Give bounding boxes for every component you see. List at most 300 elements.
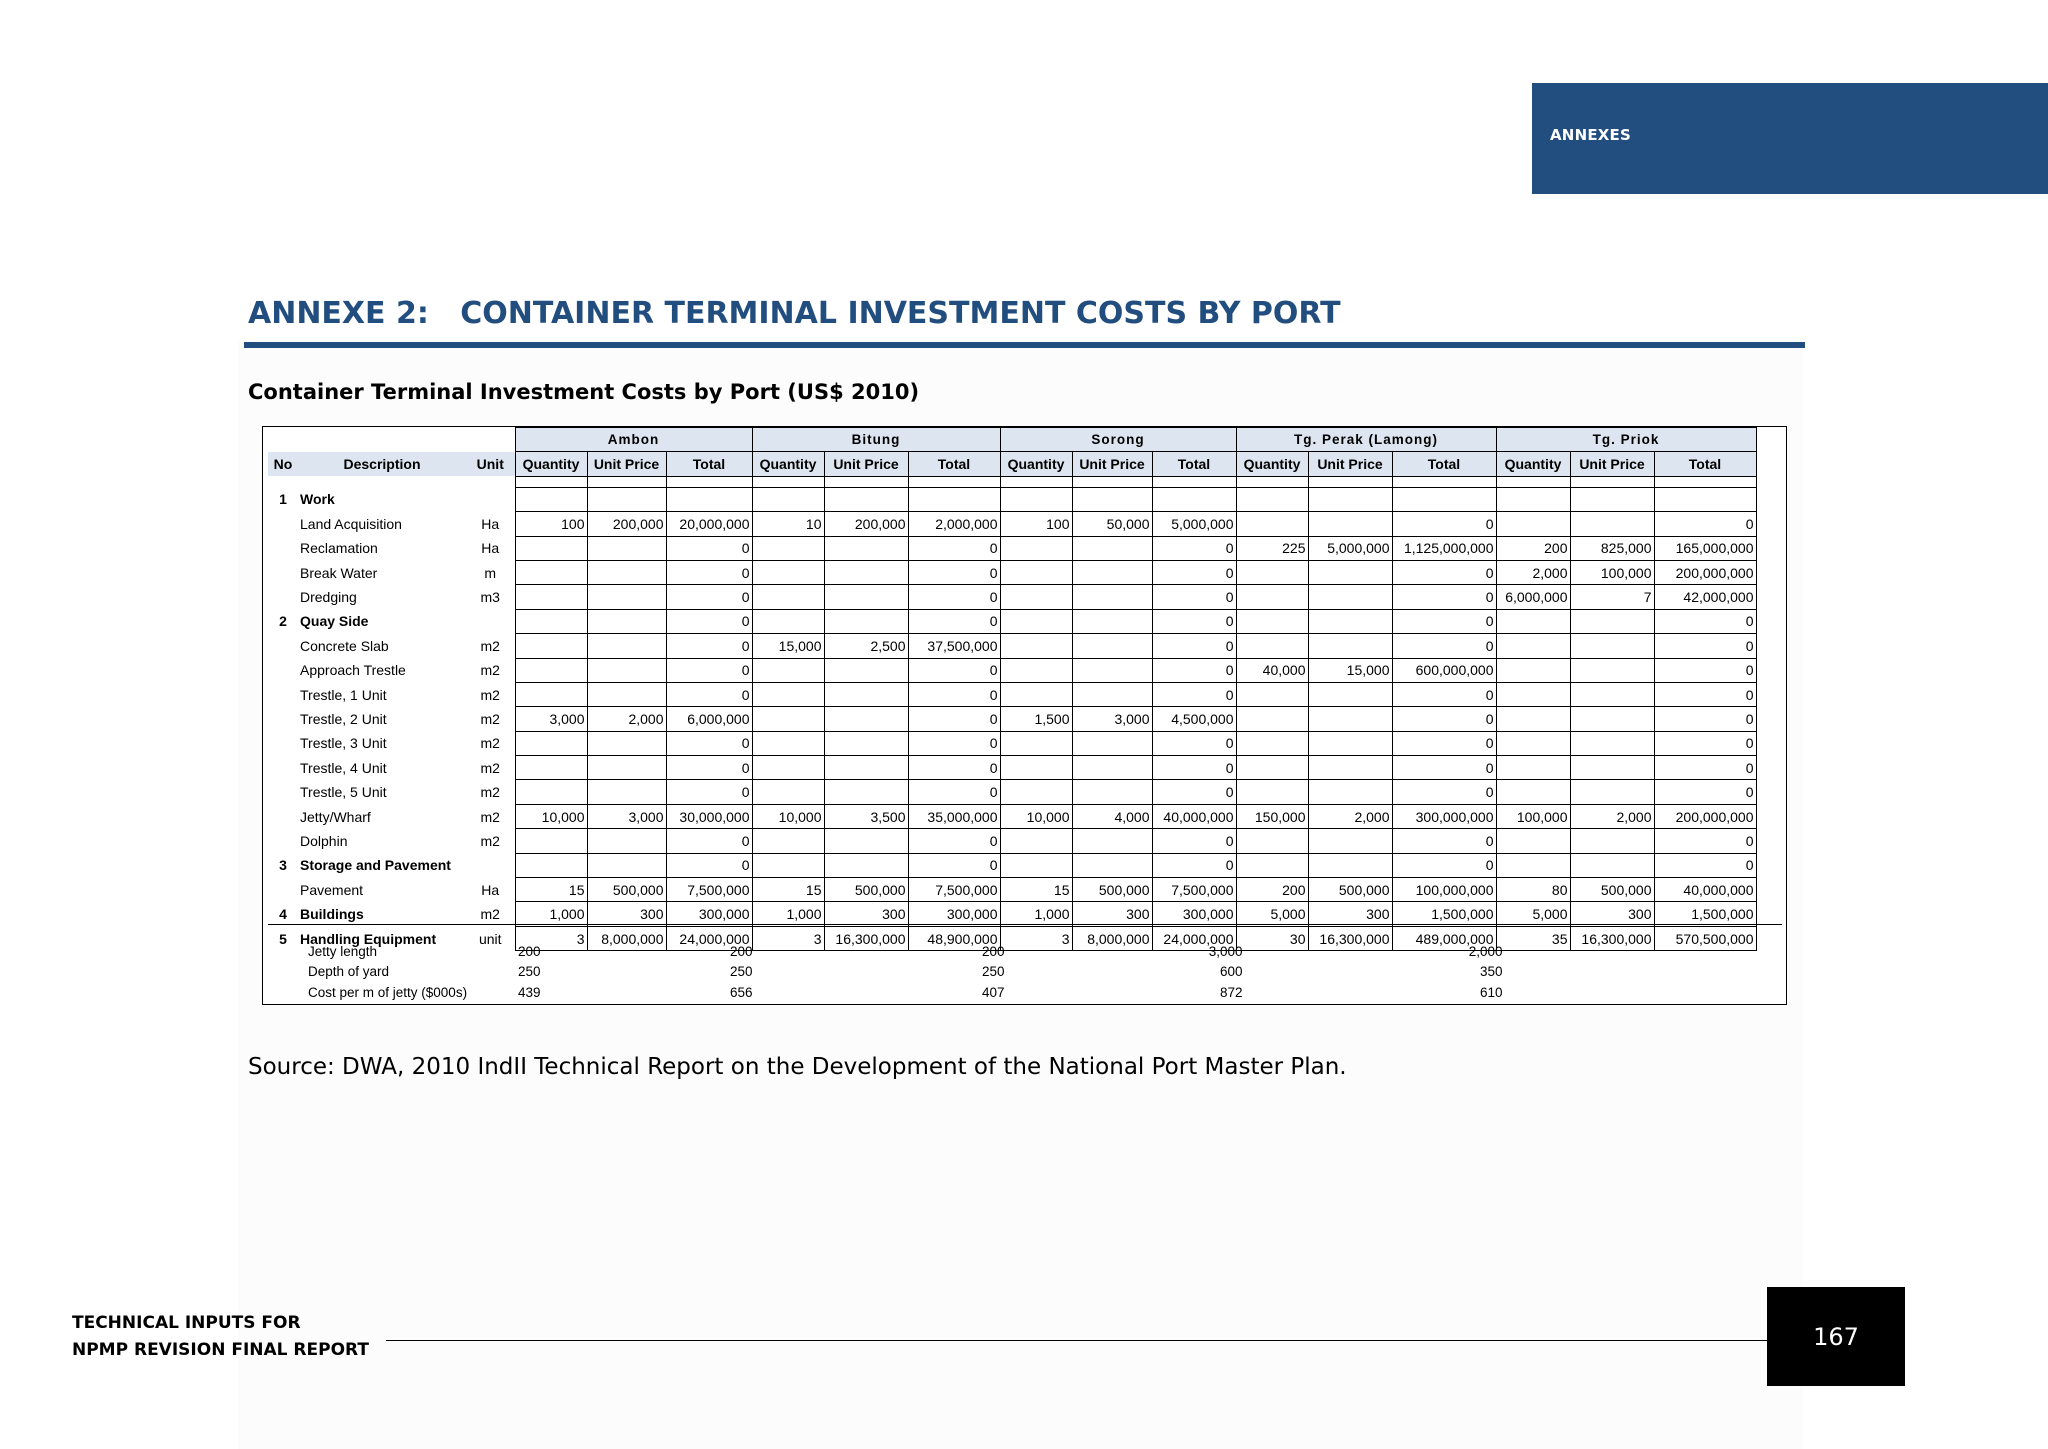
table-cell — [824, 682, 908, 706]
summary-value: 3,000 — [1208, 943, 1243, 959]
table-cell: 3,000 — [587, 804, 666, 828]
table-cell: 0 — [908, 756, 1000, 780]
table-cell: 825,000 — [1570, 536, 1654, 560]
spacer-cell — [1072, 476, 1152, 487]
annexes-label: ANNEXES — [1550, 126, 1631, 144]
summary-value: 656 — [730, 984, 753, 1000]
table-cell: 8,000,000 — [587, 926, 666, 950]
table-cell: 3,500 — [824, 804, 908, 828]
table-cell: 4,500,000 — [1152, 707, 1236, 731]
table-cell: 3 — [515, 926, 587, 950]
table-cell: 0 — [666, 731, 752, 755]
footer-divider — [386, 1340, 1767, 1341]
table-cell — [1496, 829, 1570, 853]
table-cell: 0 — [1654, 609, 1756, 633]
row-number: 1 — [279, 491, 287, 508]
port-header: Tg. Priok — [1496, 428, 1756, 452]
table-cell: 0 — [1152, 536, 1236, 560]
summary-value: 2,000 — [1468, 943, 1503, 959]
table-cell — [1236, 731, 1308, 755]
table-cell: 7,500,000 — [908, 878, 1000, 902]
table-cell — [1000, 853, 1072, 877]
table-cell: 6,000,000 — [666, 707, 752, 731]
table-row — [268, 487, 1756, 511]
spacer-cell — [466, 476, 515, 487]
investment-cost-table — [268, 427, 1757, 951]
table-cell — [1496, 682, 1570, 706]
row-number: 5 — [279, 930, 287, 947]
table-cell: 7 — [1570, 585, 1654, 609]
table-cell: 15,000 — [1308, 658, 1392, 682]
footer-line-2: NPMP REVISION FINAL REPORT — [72, 1340, 369, 1360]
spacer-cell — [587, 476, 666, 487]
table-cell: 0 — [1654, 829, 1756, 853]
row-description: Trestle, 2 Unit — [300, 710, 387, 727]
table-cell: 0 — [666, 560, 752, 584]
table-cell — [1236, 756, 1308, 780]
table-cell — [1000, 609, 1072, 633]
table-cell: 2,000 — [587, 707, 666, 731]
row-number — [268, 634, 298, 658]
table-cell: 16,300,000 — [1570, 926, 1654, 950]
table-cell — [752, 780, 824, 804]
row-unit: m2 — [480, 832, 500, 849]
table-cell: 0 — [1654, 682, 1756, 706]
col-header-quantity: Quantity — [515, 452, 587, 476]
row-description: Trestle, 4 Unit — [300, 759, 387, 776]
table-cell: 200 — [1496, 536, 1570, 560]
table-cell: 0 — [1152, 585, 1236, 609]
footer-line-1: TECHNICAL INPUTS FOR — [72, 1313, 301, 1333]
table-cell: 16,300,000 — [824, 926, 908, 950]
table-cell — [1000, 634, 1072, 658]
table-cell: 0 — [908, 585, 1000, 609]
table-cell: 7,500,000 — [666, 878, 752, 902]
summary-value: 250 — [730, 964, 753, 980]
table-cell — [1236, 634, 1308, 658]
table-cell: 0 — [1152, 780, 1236, 804]
table-cell — [1570, 658, 1654, 682]
table-cell: 0 — [908, 682, 1000, 706]
table-cell: 0 — [1392, 780, 1496, 804]
table-cell — [1308, 512, 1392, 536]
table-cell — [1236, 560, 1308, 584]
summary-value: 200 — [982, 943, 1005, 959]
table-cell: 0 — [908, 829, 1000, 853]
table-cell: 300,000 — [908, 902, 1000, 926]
table-cell: 0 — [666, 853, 752, 877]
table-row — [268, 682, 1756, 706]
table-cell: 0 — [1152, 731, 1236, 755]
table-cell: 10 — [752, 512, 824, 536]
table-cell: 6,000,000 — [1496, 585, 1570, 609]
col-header-quantity: Quantity — [752, 452, 824, 476]
table-cell: 1,000 — [515, 902, 587, 926]
row-number — [268, 804, 298, 828]
table-cell: 0 — [1392, 512, 1496, 536]
table-cell — [1152, 487, 1236, 511]
row-number — [268, 878, 298, 902]
row-description: Trestle, 1 Unit — [300, 686, 387, 703]
table-cell: 300 — [1072, 902, 1152, 926]
summary-row — [268, 962, 1703, 983]
table-row — [268, 829, 1756, 853]
table-cell: 42,000,000 — [1654, 585, 1756, 609]
row-unit: m2 — [480, 906, 500, 923]
table-cell — [1496, 658, 1570, 682]
table-cell: 0 — [1654, 658, 1756, 682]
table-cell: 1,000 — [1000, 902, 1072, 926]
table-cell — [752, 829, 824, 853]
table-cell: 0 — [1392, 853, 1496, 877]
table-cell — [587, 487, 666, 511]
table-row — [268, 853, 1756, 877]
table-cell: 10,000 — [515, 804, 587, 828]
table-cell — [666, 487, 752, 511]
row-description: Work — [300, 491, 335, 508]
table-cell: 0 — [908, 609, 1000, 633]
table-cell — [587, 853, 666, 877]
table-cell: 500,000 — [824, 878, 908, 902]
spacer-cell — [1000, 476, 1072, 487]
table-cell — [1654, 487, 1756, 511]
table-cell — [1570, 682, 1654, 706]
row-number — [268, 707, 298, 731]
spacer-cell — [298, 476, 466, 487]
table-cell — [1308, 487, 1392, 511]
table-cell — [824, 536, 908, 560]
table-cell: 0 — [1392, 829, 1496, 853]
table-cell: 3,000 — [1072, 707, 1152, 731]
row-unit: m2 — [480, 686, 500, 703]
table-cell: 0 — [666, 682, 752, 706]
table-row — [268, 609, 1756, 633]
table-cell — [1308, 756, 1392, 780]
table-cell — [587, 658, 666, 682]
table-cell — [1570, 829, 1654, 853]
table-cell — [515, 731, 587, 755]
row-description: Handling Equipment — [300, 930, 437, 947]
table-cell: 500,000 — [587, 878, 666, 902]
table-row — [268, 780, 1756, 804]
table-cell — [1000, 731, 1072, 755]
table-cell — [1496, 780, 1570, 804]
table-cell — [1072, 536, 1152, 560]
summary-value: 407 — [982, 984, 1005, 1000]
table-cell: 7,500,000 — [1152, 878, 1236, 902]
table-cell — [1000, 560, 1072, 584]
row-unit: m2 — [480, 784, 500, 801]
table-cell — [752, 707, 824, 731]
col-header-total: Total — [1152, 452, 1236, 476]
table-cell: 0 — [1392, 756, 1496, 780]
row-number — [268, 560, 298, 584]
table-cell — [1570, 707, 1654, 731]
table-cell — [752, 536, 824, 560]
table-cell — [1570, 512, 1654, 536]
table-cell: 1,125,000,000 — [1392, 536, 1496, 560]
table-cell — [515, 536, 587, 560]
table-row — [268, 878, 1756, 902]
row-description: Dredging — [300, 589, 357, 606]
table-cell — [1000, 658, 1072, 682]
table-cell — [752, 682, 824, 706]
table-cell — [515, 682, 587, 706]
table-cell — [587, 780, 666, 804]
col-header-quantity: Quantity — [1236, 452, 1308, 476]
table-cell — [824, 658, 908, 682]
table-cell: 24,000,000 — [1152, 926, 1236, 950]
table-cell — [1496, 731, 1570, 755]
table-cell: 100 — [515, 512, 587, 536]
summary-value: 350 — [1480, 964, 1503, 980]
table-cell — [1000, 829, 1072, 853]
row-number — [268, 829, 298, 853]
table-cell: 5,000 — [1236, 902, 1308, 926]
table-cell: 5,000,000 — [1152, 512, 1236, 536]
table-cell — [587, 731, 666, 755]
table-cell: 15 — [1000, 878, 1072, 902]
table-cell: 0 — [666, 829, 752, 853]
table-cell: 300,000 — [666, 902, 752, 926]
table-cell: 2,000,000 — [908, 512, 1000, 536]
table-cell: 1,500 — [1000, 707, 1072, 731]
summary-value: 250 — [982, 964, 1005, 980]
table-cell — [752, 853, 824, 877]
table-cell — [1072, 634, 1152, 658]
summary-value: 872 — [1220, 984, 1243, 1000]
annexes-header-tab — [1532, 83, 2048, 194]
table-cell — [1308, 634, 1392, 658]
table-cell — [1236, 682, 1308, 706]
table-cell: 100,000 — [1496, 804, 1570, 828]
row-unit: m2 — [480, 710, 500, 727]
table-cell: 0 — [908, 536, 1000, 560]
spacer-cell — [752, 476, 824, 487]
table-cell: 200,000,000 — [1654, 804, 1756, 828]
table-cell — [587, 756, 666, 780]
port-header-row — [268, 428, 1756, 452]
table-cell — [908, 487, 1000, 511]
footer-report-title — [72, 1310, 369, 1364]
page-number-box — [1767, 1287, 1905, 1386]
table-cell — [587, 634, 666, 658]
table-cell: 0 — [1392, 682, 1496, 706]
table-cell — [1072, 731, 1152, 755]
table-cell: 48,900,000 — [908, 926, 1000, 950]
table-cell — [824, 756, 908, 780]
table-row — [268, 536, 1756, 560]
table-cell — [1496, 487, 1570, 511]
port-header: Bitung — [752, 428, 1000, 452]
table-cell — [1570, 853, 1654, 877]
row-unit: m2 — [480, 662, 500, 679]
table-cell — [1236, 829, 1308, 853]
summary-label: Depth of yard — [308, 964, 390, 980]
row-number: 2 — [279, 613, 287, 630]
table-cell: 300 — [824, 902, 908, 926]
column-header-row — [268, 452, 1756, 476]
page-number: 167 — [1813, 1323, 1859, 1351]
row-unit: m3 — [480, 589, 500, 606]
port-header: Sorong — [1000, 428, 1236, 452]
table-cell: 489,000,000 — [1392, 926, 1496, 950]
row-description: Break Water — [300, 564, 378, 581]
table-cell: 0 — [1392, 609, 1496, 633]
table-cell — [1496, 756, 1570, 780]
table-cell: 35 — [1496, 926, 1570, 950]
table-cell: 2,000 — [1570, 804, 1654, 828]
table-cell: 5,000,000 — [1308, 536, 1392, 560]
table-cell: 0 — [908, 853, 1000, 877]
table-cell: 40,000 — [1236, 658, 1308, 682]
table-cell — [515, 780, 587, 804]
table-cell: 150,000 — [1236, 804, 1308, 828]
col-header-unit-price: Unit Price — [1072, 452, 1152, 476]
table-row — [268, 902, 1756, 926]
col-header-quantity: Quantity — [1000, 452, 1072, 476]
table-cell: 0 — [1152, 829, 1236, 853]
table-cell: 0 — [666, 634, 752, 658]
row-description: Jetty/Wharf — [300, 808, 371, 825]
table-cell — [1072, 658, 1152, 682]
table-cell — [587, 829, 666, 853]
row-number — [268, 585, 298, 609]
table-cell: 0 — [1654, 512, 1756, 536]
table-cell: 0 — [666, 658, 752, 682]
table-cell — [1496, 609, 1570, 633]
table-cell: 2,000 — [1308, 804, 1392, 828]
spacer-cell — [268, 476, 298, 487]
summary-row — [268, 982, 1703, 1003]
table-cell: 100 — [1000, 512, 1072, 536]
table-cell — [1570, 487, 1654, 511]
row-description: Land Acquisition — [300, 515, 402, 532]
table-cell: 300,000,000 — [1392, 804, 1496, 828]
table-cell — [587, 609, 666, 633]
table-cell: 0 — [1152, 609, 1236, 633]
table-cell — [824, 829, 908, 853]
col-header-unit-price: Unit Price — [824, 452, 908, 476]
table-cell — [1308, 829, 1392, 853]
row-number — [268, 731, 298, 755]
table-cell — [1496, 853, 1570, 877]
table-cell — [1308, 560, 1392, 584]
table-cell: 40,000,000 — [1654, 878, 1756, 902]
table-cell: 0 — [908, 658, 1000, 682]
table-cell: 15,000 — [752, 634, 824, 658]
summary-divider — [268, 924, 1782, 925]
table-cell — [1000, 756, 1072, 780]
table-cell: 0 — [1152, 756, 1236, 780]
row-description: Dolphin — [300, 832, 348, 849]
row-description: Trestle, 5 Unit — [300, 784, 387, 801]
table-cell: 50,000 — [1072, 512, 1152, 536]
col-header-total: Total — [666, 452, 752, 476]
annex-title: ANNEXE 2: CONTAINER TERMINAL INVESTMENT COSTS BY PORT — [248, 296, 1341, 331]
row-description: Storage and Pavement — [300, 857, 451, 874]
row-description: Pavement — [300, 881, 364, 898]
table-cell: 3 — [752, 926, 824, 950]
spacer-cell — [908, 476, 1000, 487]
row-unit — [466, 853, 515, 877]
row-description: Approach Trestle — [300, 662, 406, 679]
table-cell: 15 — [752, 878, 824, 902]
table-cell — [824, 731, 908, 755]
row-number — [268, 780, 298, 804]
row-number — [268, 682, 298, 706]
table-cell: 8,000,000 — [1072, 926, 1152, 950]
table-cell: 0 — [1654, 756, 1756, 780]
table-cell — [587, 682, 666, 706]
table-cell — [1236, 853, 1308, 877]
table-cell: 5,000 — [1496, 902, 1570, 926]
col-header-total: Total — [908, 452, 1000, 476]
table-cell: 3 — [1000, 926, 1072, 950]
table-cell: 0 — [1392, 585, 1496, 609]
table-cell — [1072, 585, 1152, 609]
table-cell — [1072, 756, 1152, 780]
row-unit: Ha — [481, 515, 500, 532]
table-row — [268, 658, 1756, 682]
table-cell: 0 — [908, 560, 1000, 584]
table-cell: 300 — [1570, 902, 1654, 926]
table-cell: 40,000,000 — [1152, 804, 1236, 828]
summary-value: 439 — [518, 984, 541, 1000]
table-cell — [752, 585, 824, 609]
row-unit: m — [484, 564, 497, 581]
table-cell — [824, 707, 908, 731]
table-cell — [1496, 707, 1570, 731]
table-cell: 0 — [908, 780, 1000, 804]
table-cell: 500,000 — [1308, 878, 1392, 902]
spacer-cell — [1152, 476, 1236, 487]
row-number — [268, 756, 298, 780]
row-number: 4 — [279, 906, 287, 923]
table-cell: 4,000 — [1072, 804, 1152, 828]
spacer-cell — [1308, 476, 1392, 487]
table-cell: 0 — [908, 731, 1000, 755]
table-cell — [1570, 756, 1654, 780]
table-cell — [1570, 609, 1654, 633]
summary-indent — [268, 962, 306, 983]
table-cell: 0 — [1392, 707, 1496, 731]
summary-value: 600 — [1220, 964, 1243, 980]
table-cell — [1570, 731, 1654, 755]
table-row — [268, 560, 1756, 584]
spacer-cell — [1654, 476, 1756, 487]
table-cell — [515, 560, 587, 584]
table-cell: 30,000,000 — [666, 804, 752, 828]
table-cell — [515, 585, 587, 609]
table-cell — [515, 487, 587, 511]
table-cell — [1236, 487, 1308, 511]
table-cell — [515, 634, 587, 658]
table-cell — [1496, 512, 1570, 536]
summary-value: 250 — [518, 964, 541, 980]
table-cell: 0 — [1654, 853, 1756, 877]
col-header-unit: Unit — [466, 452, 515, 476]
table-cell — [1072, 780, 1152, 804]
table-cell — [1000, 487, 1072, 511]
table-cell: 200,000,000 — [1654, 560, 1756, 584]
row-unit: m2 — [480, 735, 500, 752]
table-cell — [824, 780, 908, 804]
table-cell: 300,000 — [1152, 902, 1236, 926]
table-cell: 0 — [666, 609, 752, 633]
table-cell: 200,000 — [587, 512, 666, 536]
table-cell — [1000, 682, 1072, 706]
